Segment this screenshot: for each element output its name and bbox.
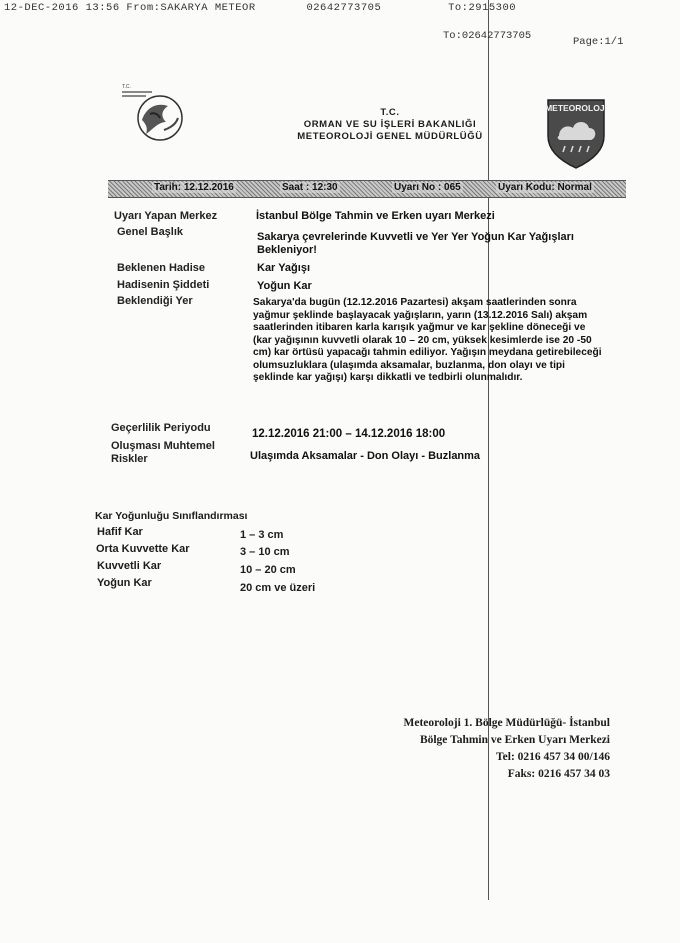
signature-phone: Tel: 0216 457 34 00/146 [496, 751, 610, 763]
classification-label-light: Hafif Kar [97, 526, 143, 538]
classification-label-moderate: Orta Kuvvette Kar [96, 543, 190, 555]
field-label-severity: Hadisenin Şiddeti [117, 279, 210, 291]
ministry-emblem-icon [120, 78, 190, 152]
field-value-risks: Ulaşımda Aksamalar - Don Olayı - Buzlanma [250, 450, 481, 462]
field-value-event: Kar Yağışı [257, 262, 310, 274]
warning-info-bar [108, 180, 626, 198]
signature-fax: Faks: 0216 457 34 03 [507, 768, 610, 780]
logo-right-text: METEOROLOJİ [545, 103, 607, 113]
fax-header-recipient: To:2915300 [448, 2, 517, 14]
classification-value-heavy: 20 cm ve üzeri [240, 582, 316, 594]
field-value-validity: 12.12.2016 21:00 – 14.12.2016 18:00 [252, 428, 446, 440]
classification-value-light: 1 – 3 cm [240, 529, 284, 541]
classification-value-strong: 10 – 20 cm [240, 564, 296, 576]
warning-date: Tarih: 12.12.2016 [154, 182, 234, 193]
fax-to: To:02642773705 [443, 30, 532, 42]
warning-code: Uyarı Kodu: Normal [498, 182, 592, 193]
letterhead-line-2: ORMAN VE SU İŞLERİ BAKANLIĞI [303, 119, 477, 130]
field-value-title: Sakarya çevrelerinde Kuvvetli ve Yer Yer Yoğun Kar Yağışları Bekleniyor! [257, 231, 574, 256]
field-label-event: Beklenen Hadise [117, 262, 206, 274]
signature-line-2: Bölge Tahmin ve Erken Uyarı Merkezi [419, 734, 610, 746]
field-label-center: Uyarı Yapan Merkez [114, 210, 218, 222]
classification-label-heavy: Yoğun Kar [97, 577, 152, 589]
fax-page: Page:1/1 [573, 36, 624, 48]
signature-line-1: Meteoroloji 1. Bölge Müdürlüğü- İstanbul [403, 717, 610, 729]
classification-title: Kar Yoğunluğu Sınıflandırması [95, 510, 248, 522]
field-value-severity: Yoğun Kar [257, 280, 312, 292]
letterhead-line-1: T.C. [380, 107, 400, 118]
letterhead-line-3: METEOROLOJİ GENEL MÜDÜRLÜĞÜ [297, 131, 483, 142]
meteorology-shield-icon [545, 96, 607, 170]
fax-header [4, 2, 516, 14]
warning-number: Uyarı No : 065 [394, 182, 461, 193]
classification-value-moderate: 3 – 10 cm [240, 546, 290, 558]
fax-header-number: 02642773705 [306, 2, 382, 14]
fax-header-sender: 12-DEC-2016 13:56 From:SAKARYA METEOR [4, 2, 256, 14]
warning-time: Saat : 12:30 [282, 182, 338, 193]
field-label-title: Genel Başlık [117, 226, 184, 238]
field-label-validity: Geçerlilik Periyodu [111, 422, 211, 434]
svg-text:T.C.: T.C. [122, 84, 131, 90]
field-value-center: İstanbul Bölge Tahmin ve Erken uyarı Merkezi [256, 210, 495, 222]
field-value-location: Sakarya'da bugün (12.12.2016 Pazartesi) akşam saatlerinden sonra yağmur şeklinde başlayacak yağışların, yarın (13.12.2016 Salı) akşam saatlerinden itibaren karla karışık yağmur ve kar şekline döneceği ve (kar yağışının kuvvetli olarak 10 – 20 cm, yüksek kesimlerde ise 20 -50 cm) kar örtüsü yapacağı tahmin ediliyor. Yağışın meydana getirebileceği olumsuzluklara (ulaşımda aksamalar, buzlanma, don olayı ve tipi şeklinde kar yağışı) karşı dikkatli ve tedbirli olunmalıdır. [253, 297, 602, 383]
field-label-location: Beklendiği Yer [117, 295, 193, 307]
classification-label-strong: Kuvvetli Kar [97, 560, 162, 572]
field-label-risks: Oluşması Muhtemel Riskler [111, 440, 215, 465]
